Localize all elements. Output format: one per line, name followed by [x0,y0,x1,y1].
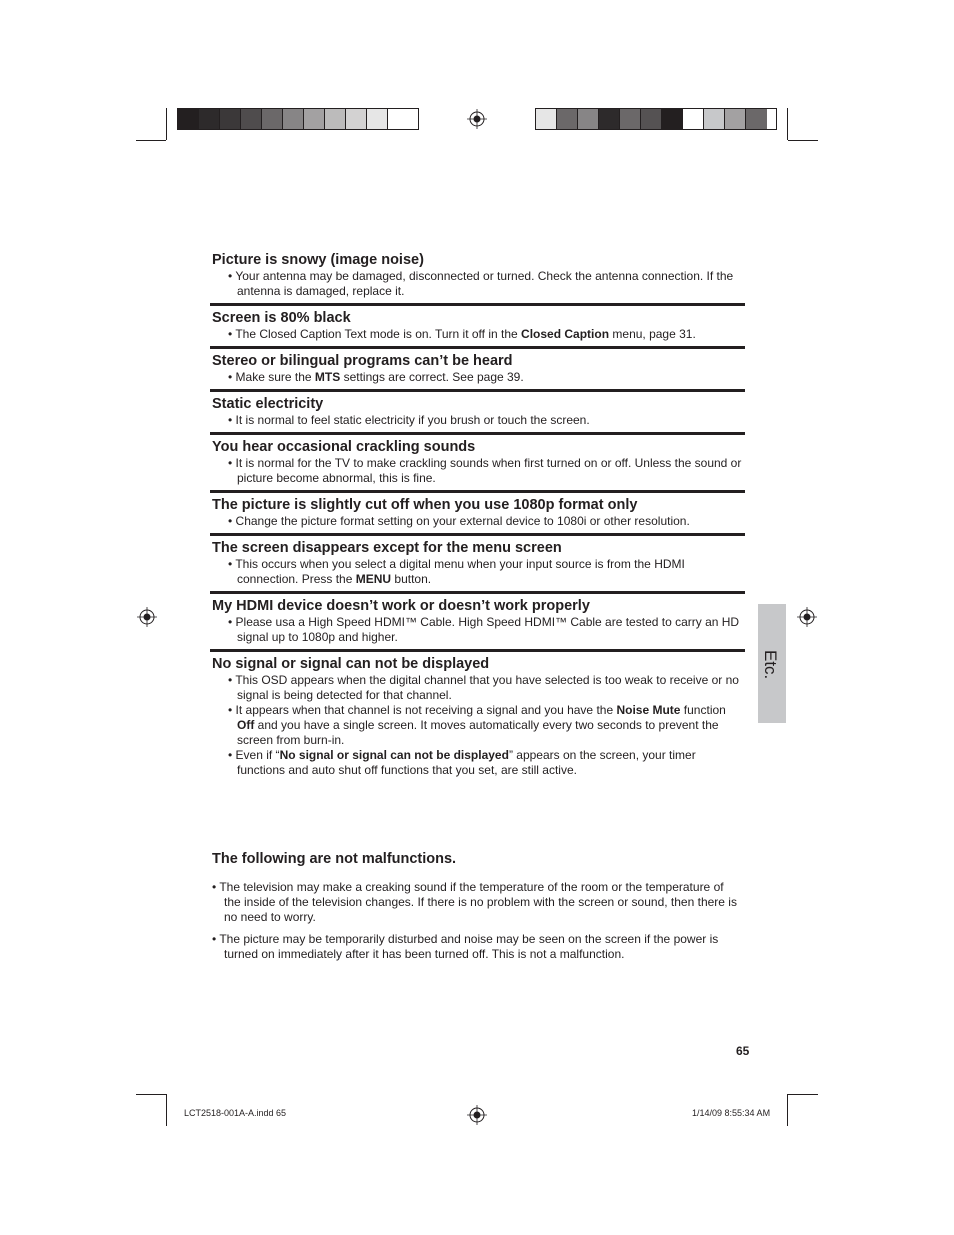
bullet-item [212,370,743,385]
bullet-text: function [680,703,726,717]
bullet-item [212,703,743,748]
bullet-text: • Please usa a High Speed HDMI™ Cable. High Speed HDMI™ Cable are tested to carry an HD signal up to 1080p and higher. [228,615,740,644]
color-swatch [536,109,557,129]
bullet-text: • Your antenna may be damaged, disconnected or turned. Check the antenna connection. If the antenna is damaged, replace it. [228,269,734,298]
section-title: The screen disappears except for the menu screen [212,540,562,556]
bullet-text: • It appears when that channel is not receiving a signal and you have the [228,703,617,717]
list-item: • The picture may be temporarily disturbed and noise may be seen on the screen if the power is turned on immediately after it has been turned off. This is not a malfunction. [212,932,719,961]
trouble-section [210,346,745,389]
trouble-section [210,252,745,303]
troubleshooting-list [210,252,745,782]
bullet-item [212,673,743,703]
bold-term: Noise Mute [616,703,681,717]
list-item: • The television may make a creaking sound if the temperature of the room or the temperature of the inside of the television changes. If there is no problem with the screen or sound, then there is no need to worry. [212,880,737,924]
bold-term: MENU [355,572,392,586]
color-swatch [283,109,304,129]
bullet-text: menu, page 31. [609,327,696,341]
crop-mark [788,1094,818,1095]
crop-mark [166,1094,167,1126]
trouble-section [210,533,745,591]
bullet-text: • This occurs when you select a digital menu when your input source is from the HDMI connection. Press the [228,557,685,586]
crop-mark [787,1094,788,1126]
slug-timestamp: 1/14/09 8:55:34 AM [692,1108,771,1118]
trouble-section [210,591,745,649]
not-malfunctions-title: The following are not malfunctions. [212,851,457,867]
trouble-section [210,490,745,533]
color-swatch [557,109,578,129]
bullet-item [212,514,743,529]
trouble-section [210,432,745,490]
color-swatch [683,109,704,129]
bullet-item [212,269,743,299]
color-swatch [178,109,199,129]
bullet-text: • This OSD appears when the digital channel that you have selected is too weak to receive or no signal is being detected for that channel. [228,673,739,702]
color-swatch [346,109,367,129]
side-tab [758,604,786,723]
color-swatch [325,109,346,129]
bold-term: No signal or signal can not be displayed [279,748,509,762]
trouble-section [210,649,745,782]
color-swatch [641,109,662,129]
bullet-item [212,748,743,778]
section-title: The picture is slightly cut off when you use 1080p format only [212,497,638,513]
bullet-item [212,557,743,587]
bold-term: MTS [314,370,341,384]
color-bar-left [177,108,419,130]
section-title: No signal or signal can not be displayed [212,656,490,672]
bullet-text: • It is normal to feel static electricity if you brush or touch the screen. [228,413,590,427]
color-swatch [262,109,283,129]
not-malfunctions-section [212,850,742,969]
crop-mark [787,108,788,140]
trouble-section [210,389,745,432]
bullet-text: • Even if “ [228,748,280,762]
color-swatch [662,109,683,129]
bullet-text: and you have a single screen. It moves automatically every two seconds to prevent the screen from burn-in. [237,718,719,747]
bullet-item [212,327,743,342]
bullet-text: button. [391,572,432,586]
color-swatch [388,109,409,129]
registration-mark-icon [467,1105,487,1125]
bullet-item [212,456,743,486]
section-title: You hear occasional crackling sounds [212,439,476,455]
bullet-text: • The Closed Caption Text mode is on. Turn it off in the [228,327,522,341]
bold-term: Off [237,718,255,732]
bullet-text: ” appears on the screen, your timer functions and auto shut off functions that you set, are still active. [237,748,696,777]
section-title: Screen is 80% black [212,310,351,326]
crop-mark [788,140,818,141]
trouble-section [210,303,745,346]
bullet-item [212,615,743,645]
slug-file: LCT2518-001A-A.indd 65 [184,1108,287,1118]
bullet-text: • Make sure the [228,370,315,384]
crop-mark [166,108,167,140]
color-swatch [599,109,620,129]
color-swatch [367,109,388,129]
page-number: 65 [736,1044,750,1058]
crop-mark [136,1094,166,1095]
registration-mark-icon [137,607,157,627]
color-swatch [725,109,746,129]
color-swatch [220,109,241,129]
side-tab-label: Etc. [761,650,780,680]
registration-mark-icon [797,607,817,627]
bullet-item [212,413,743,428]
bullet-text: • Change the picture format setting on your external device to 1080i or other resolution. [228,514,690,528]
section-title: Stereo or bilingual programs can’t be heard [212,353,513,369]
registration-mark-icon [467,109,487,129]
color-swatch [304,109,325,129]
section-title: Picture is snowy (image noise) [212,252,424,268]
color-swatch [199,109,220,129]
color-swatch [746,109,767,129]
color-swatch [704,109,725,129]
bullet-text: • It is normal for the TV to make crackling sounds when first turned on or off. Unless the sound or picture become abnormal, this is fine. [228,456,742,485]
color-bar-right [535,108,777,130]
crop-mark [136,140,166,141]
color-swatch [620,109,641,129]
color-swatch [578,109,599,129]
section-title: My HDMI device doesn’t work or doesn’t work properly [212,598,590,614]
bold-term: Closed Caption [521,327,610,341]
color-swatch [241,109,262,129]
bullet-text: settings are correct. See page 39. [340,370,524,384]
section-title: Static electricity [212,396,324,412]
